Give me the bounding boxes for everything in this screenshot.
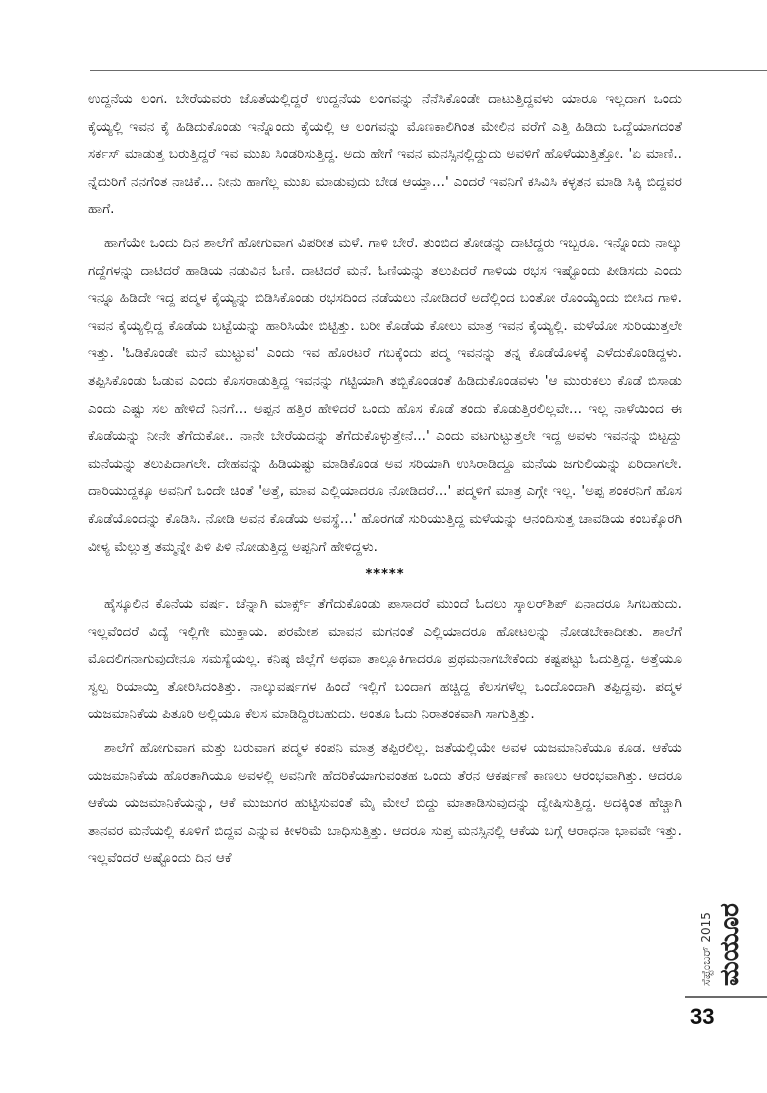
top-rule: [90, 70, 767, 71]
paragraph: ಶಾಲೆಗೆ ಹೋಗುವಾಗ ಮತ್ತು ಬರುವಾಗ ಪದ್ಮಳ ಕಂಪನಿ ಮಾತ್ರ ತಪ್ಪಿರಲಿಲ್ಲ. ಜತೆಯಲ್ಲಿಯೇ ಅವಳ ಯಜಮಾನಿಕೆಯೂ ಕೂಡ. ಆಕೆಯ ಯಜಮಾನಿಕೆಯ ಹೊರತಾಗಿಯೂ ಅವಳಲ್ಲಿ ಅವನಿಗೇ ಹೆದರಿಕೆಯಾಗುವಂತಹ ಒಂದು ತೆರನ ಆಕರ್ಷಣೆ ಕಾಣಲು ಆರಂಭವಾಗಿತ್ತು. ಆದರೂ ಆಕೆಯ ಯಜಮಾನಿಕೆಯನ್ನು, ಆಕೆ ಮುಜುಗರ ಹುಟ್ಟಿಸುವಂತೆ ಮೈ ಮೇಲೆ ಬಿದ್ದು ಮಾತಾಡಿಸುವುದನ್ನು ದ್ವೇಷಿಸುತ್ತಿದ್ದ. ಅದಕ್ಕಿಂತ ಹೆಚ್ಚಾಗಿ ತಾನವರ ಮನೆಯಲ್ಲಿ ಕೂಳಿಗೆ ಬಿದ್ದವ ಎನ್ನುವ ಕೀಳರಿಮೆ ಬಾಧಿಸುತ್ತಿತ್ತು. ಆದರೂ ಸುಪ್ತ ಮನಸ್ಸಿನಲ್ಲಿ ಆಕೆಯ ಬಗ್ಗೆ ಆರಾಧನಾ ಭಾವವೇ ಇತ್ತು. ಇಲ್ಲವೆಂದರೆ ಅಷ್ಟೊಂದು ದಿನ ಆಕೆ: [88, 740, 682, 867]
paragraph: ಉದ್ದನೆಯ ಲಂಗ. ಬೇರೆಯವರು ಜೊತೆಯಲ್ಲಿದ್ದರೆ ಉದ್ದನೆಯ ಲಂಗವನ್ನು ನೆನೆಸಿಕೊಂಡೇ ದಾಟುತ್ತಿದ್ದವಳು ಯಾರೂ ಇಲ್ಲದಾಗ ಒಂದು ಕೈಯ್ಯಲ್ಲಿ ಇವನ ಕೈ ಹಿಡಿದುಕೊಂಡು ಇನ್ನೊಂದು ಕೈಯಲ್ಲಿ ಆ ಲಂಗವನ್ನು ಮೊಣಕಾಲಿಗಿಂತ ಮೇಲಿನ ವರೆಗೆ ಎತ್ತಿ ಹಿಡಿದು ಒದ್ದೆಯಾಗದಂತೆ ಸರ್ಕಸ್ ಮಾಡುತ್ತ ಬರುತ್ತಿದ್ದರೆ ಇವ ಮುಖ ಸಿಂಡರಿಸುತ್ತಿದ್ದ. ಅದು ಹೇಗೆ ಇವನ ಮನಸ್ಸಿನಲ್ಲಿದ್ದುದು ಅವಳಿಗೆ ಹೊಳೆಯುತ್ತಿತ್ತೋ. 'ಏ ಮಾಣಿ.. ನ್ನೆದುರಿಗೆ ನನಗೆಂತ ನಾಚಿಕೆ... ನೀನು ಹಾಗೆಲ್ಲ ಮುಖ ಮಾಡುವುದು ಬೇಡ ಆಯ್ತಾ...' ಎಂದರೆ ಇವನಿಗೆ ಕಸಿವಿಸಿ ಕಳ್ಳತನ ಮಾಡಿ ಸಿಕ್ಕಿ ಬಿದ್ದವರ ಹಾಗೆ.: [88, 91, 682, 218]
page-number: 33: [690, 1004, 715, 1029]
masthead-title: ಮಯೂರ: [715, 903, 745, 986]
side-masthead: [692, 786, 754, 991]
paragraph: ಹಾಗೆಯೇ ಒಂದು ದಿನ ಶಾಲೆಗೆ ಹೋಗುವಾಗ ವಿಪರೀತ ಮಳೆ. ಗಾಳಿ ಬೇರೆ. ತುಂಬಿದ ತೋಡನ್ನು ದಾಟಿದ್ದರು ಇಬ್ಬರೂ. ಇನ್ನೊಂದು ನಾಲ್ಕು ಗದ್ದೆಗಳನ್ನು ದಾಟಿದರೆ ಹಾಡಿಯ ನಡುವಿನ ಓಣಿ. ದಾಟಿದರೆ ಮನೆ. ಓಣಿಯನ್ನು ತಲುಪಿದರೆ ಗಾಳಿಯ ರಭಸ ಇಷ್ಟೊಂದು ಪೀಡಿಸದು ಎಂದು ಇನ್ನೂ ಹಿಡಿದೇ ಇದ್ದ ಪದ್ಮಳ ಕೈಯ್ಯನ್ನು ಬಿಡಿಸಿಕೊಂಡು ರಭಸದಿಂದ ನಡೆಯಲು ನೋಡಿದರೆ ಅದೆಲ್ಲಿಂದ ಬಂತೋ ರೊಂಯ್ಯೆಂದು ಬೀಸಿದ ಗಾಳಿ. ಇವನ ಕೈಯ್ಯಲ್ಲಿದ್ದ ಕೊಡೆಯ ಬಟ್ಟೆಯನ್ನು ಹಾರಿಸಿಯೇ ಬಿಟ್ಟಿತ್ತು. ಬರೀ ಕೊಡೆಯ ಕೋಲು ಮಾತ್ರ ಇವನ ಕೈಯ್ಯಲ್ಲಿ. ಮಳೆಯೋ ಸುರಿಯುತ್ತಲೇ ಇತ್ತು. 'ಓಡಿಕೊಂಡೇ ಮನೆ ಮುಟ್ಟುವ' ಎಂದು ಇವ ಹೊರಟರೆ ಗಬಕ್ಕೆಂದು ಪದ್ಮ ಇವನನ್ನು ತನ್ನ ಕೊಡೆಯೊಳಕ್ಕೆ ಎಳೆದುಕೊಂಡಿದ್ದಳು. ತಪ್ಪಿಸಿಕೊಂಡು ಓಡುವ ಎಂದು ಕೊಸರಾಡುತ್ತಿದ್ದ ಇವನನ್ನು ಗಟ್ಟಿಯಾಗಿ ತಬ್ಬಿಕೊಂಡಂತೆ ಹಿಡಿದುಕೊಂಡವಳು 'ಆ ಮುರುಕಲು ಕೊಡೆ ಬಿಸಾಡು ಎಂದು ಎಷ್ಟು ಸಲ ಹೇಳಿದೆ ನಿನಗೆ... ಅಪ್ಪನ ಹತ್ತಿರ ಹೇಳಿದರೆ ಒಂದು ಹೊಸ ಕೊಡೆ ತಂದು ಕೊಡುತ್ತಿರಲಿಲ್ಲವೇ... ಇಲ್ಲ ನಾಳೆಯಿಂದ ಈ ಕೊಡೆಯನ್ನು ನೀನೇ ತೆಗೆದುಕೋ.. ನಾನೇ ಬೇರೆಯದನ್ನು ತೆಗೆದುಕೊಳ್ಳುತ್ತೇನೆ...' ಎಂದು ವಟಗುಟ್ಟುತ್ತಲೇ ಇದ್ದ ಅವಳು ಇವನನ್ನು ಬಿಟ್ಟದ್ದು ಮನೆಯನ್ನು ತಲುಪಿದಾಗಲೇ. ದೇಹವನ್ನು ಹಿಡಿಯಷ್ಟು ಮಾಡಿಕೊಂಡ ಅವ ಸರಿಯಾಗಿ ಉಸಿರಾಡಿದ್ದೂ ಮನೆಯ ಜಗುಲಿಯನ್ನು ಏರಿದಾಗಲೇ. ದಾರಿಯುದ್ದಕ್ಕೂ ಅವನಿಗೆ ಒಂದೇ ಚಿಂತೆ 'ಅತ್ತೆ, ಮಾವ ಎಲ್ಲಿಯಾದರೂ ನೋಡಿದರೆ...' ಪದ್ಮಳಿಗೆ ಮಾತ್ರ ಎಗ್ಗೇ ಇಲ್ಲ. 'ಅಪ್ಪ ಶಂಕರನಿಗೆ ಹೊಸ ಕೊಡೆಯೊಂದನ್ನು ಕೊಡಿಸಿ. ನೋಡಿ ಅವನ ಕೊಡೆಯ ಅವಸ್ಥೆ...' ಹೊರಗಡೆ ಸುರಿಯುತ್ತಿದ್ದ ಮಳೆಯನ್ನು ಆನಂದಿಸುತ್ತ ಚಾವಡಿಯ ಕಂಬಕ್ಕೊರಗಿ ವೀಳ್ಯ ಮೆಲ್ಲುತ್ತ ತಮ್ಮನ್ನೇ ಪಿಳಿ ಪಿಳಿ ನೋಡುತ್ತಿದ್ದ ಅಪ್ಪನಿಗೆ ಹೇಳಿದ್ದಳು.: [88, 234, 682, 555]
issue-date: ಸೆಪ್ಟೆಂಬರ್ 2015: [699, 912, 713, 986]
article-body: [88, 86, 682, 873]
paragraph: ಹೈಸ್ಕೂಲಿನ ಕೊನೆಯ ವರ್ಷ. ಚೆನ್ನಾಗಿ ಮಾರ್ಕ್ಸ್ ತೆಗೆದುಕೊಂಡು ಪಾಸಾದರೆ ಮುಂದೆ ಓದಲು ಸ್ಕಾಲರ್‌ಶಿಪ್ ಏನಾದರೂ ಸಿಗಬಹುದು. ಇಲ್ಲವೆಂದರೆ ವಿದ್ಯೆ ಇಲ್ಲಿಗೇ ಮುಕ್ತಾಯ. ಪರಮೇಶ ಮಾವನ ಮಗನಂತೆ ಎಲ್ಲಿಯಾದರೂ ಹೋಟಲನ್ನು ನೋಡಬೇಕಾದೀತು. ಶಾಲೆಗೆ ಮೊದಲಿಗನಾಗುವುದೇನೂ ಸಮಸ್ಯೆಯಲ್ಲ. ಕನಿಷ್ಠ ಜಿಲ್ಲೆಗೆ ಅಥವಾ ತಾಲ್ಲೂಕಿಗಾದರೂ ಪ್ರಥಮನಾಗಬೇಕೆಂದು ಕಷ್ಟಪಟ್ಟು ಓದುತ್ತಿದ್ದ. ಅತ್ತೆಯೂ ಸ್ವಲ್ಪ ರಿಯಾಯ್ತಿ ತೋರಿಸಿದಂತಿತ್ತು. ನಾಲ್ಕುವರ್ಷಗಳ ಹಿಂದೆ ಇಲ್ಲಿಗೆ ಬಂದಾಗ ಹಚ್ಚಿದ್ದ ಕೆಲಸಗಳೆಲ್ಲ ಒಂದೊಂದಾಗಿ ತಪ್ಪಿದ್ದವು. ಪದ್ಮಳ ಯಜಮಾನಿಕೆಯ ಪಿತೂರಿ ಅಲ್ಲಿಯೂ ಕೆಲಸ ಮಾಡಿದ್ದಿರಬಹುದು. ಅಂತೂ ಓದು ನಿರಾತಂಕವಾಗಿ ಸಾಗುತ್ತಿತ್ತು.: [88, 596, 682, 723]
section-break: *****: [365, 567, 405, 583]
bottom-rule: [685, 996, 767, 998]
